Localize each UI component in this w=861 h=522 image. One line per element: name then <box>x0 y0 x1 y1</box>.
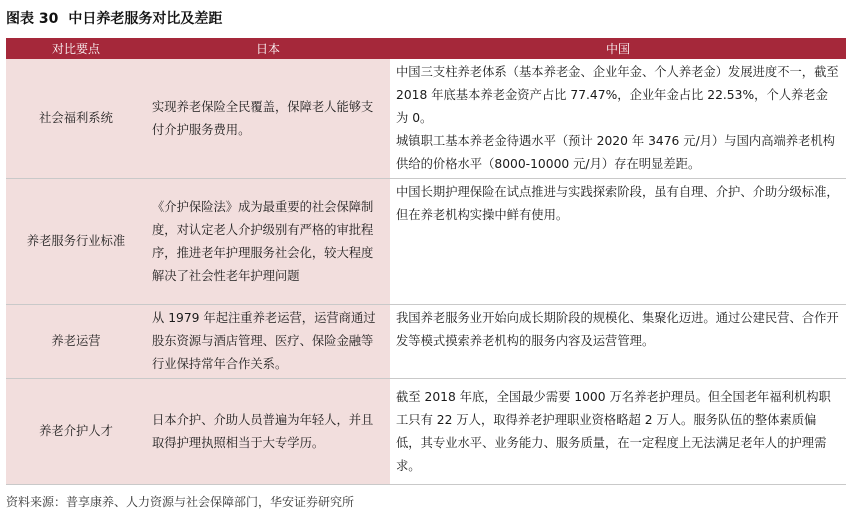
figure-title-text: 中日养老服务对比及差距 <box>68 11 223 27</box>
china-cell <box>390 305 846 379</box>
source-note: 资料来源：普享康养、人力资源与社会保障部门，华安证券研究所 <box>6 495 355 509</box>
china-paragraph: 中国长期护理保险在试点推进与实践探索阶段，虽有自理、介护、介助分级标准，但在养老机构实操中鲜有使用。 <box>396 185 839 222</box>
table-row <box>6 179 846 305</box>
japan-cell: 日本介护、介助人员普遍为年轻人，并且取得护理执照相当于大专学历。 <box>146 379 390 485</box>
table-row <box>6 379 846 485</box>
japan-cell: 《介护保险法》成为最重要的社会保障制度，对认定老人介护级别有严格的审批程序，推进老年护理服务社会化，较大程度解决了社会性老年护理问题 <box>146 179 390 305</box>
table-row <box>6 305 846 379</box>
row-point: 养老介护人才 <box>39 424 113 438</box>
row-point-cell <box>6 305 146 379</box>
japan-cell: 从 1979 年起注重养老运营，运营商通过股东资源与酒店管理、医疗、保险金融等行业保持常年合作关系。 <box>146 305 390 379</box>
comparison-table <box>6 38 846 485</box>
china-cell <box>390 379 846 485</box>
header-comparison-point: 对比要点 <box>6 38 146 59</box>
row-point: 养老运营 <box>51 334 101 348</box>
china-paragraph: 中国三支柱养老体系（基本养老金、企业年金、个人养老金）发展进度不一，截至 2018 年底基本养老金资产占比 77.47%，企业年金占比 22.53%，个人养老金为 0。 <box>396 65 839 125</box>
table-row <box>6 59 846 179</box>
row-point-cell <box>6 179 146 305</box>
row-point-cell <box>6 379 146 485</box>
header-japan: 日本 <box>146 38 390 59</box>
china-cell <box>390 179 846 305</box>
row-point: 社会福利系统 <box>39 111 113 125</box>
row-point-cell <box>6 59 146 179</box>
china-cell <box>390 59 846 179</box>
figure-number: 图表 30 <box>6 11 59 27</box>
china-paragraph: 城镇职工基本养老金待遇水平（预计 2020 年 3476 元/月）与国内高端养老机构供给的价格水平（8000-10000 元/月）存在明显差距。 <box>396 134 835 171</box>
china-paragraph: 我国养老服务业开始向成长期阶段的规模化、集聚化迈进。通过公建民营、合作开发等模式摸索养老机构的服务内容及运营管理。 <box>396 311 839 348</box>
china-paragraph: 截至 2018 年底，全国最少需要 1000 万名养老护理员。但全国老年福利机构职工只有 22 万人，取得养老护理职业资格略超 2 万人。服务队伍的整体素质偏低，其专业水平、业务能力、服务质量，在一定程度上无法满足老年人的护理需求。 <box>396 389 831 473</box>
figure-title <box>6 4 222 34</box>
header-china: 中国 <box>390 38 846 59</box>
table-header-row <box>6 38 846 59</box>
row-point: 养老服务行业标准 <box>26 234 126 248</box>
japan-cell: 实现养老保险全民覆盖，保障老人能够支付介护服务费用。 <box>146 59 390 179</box>
